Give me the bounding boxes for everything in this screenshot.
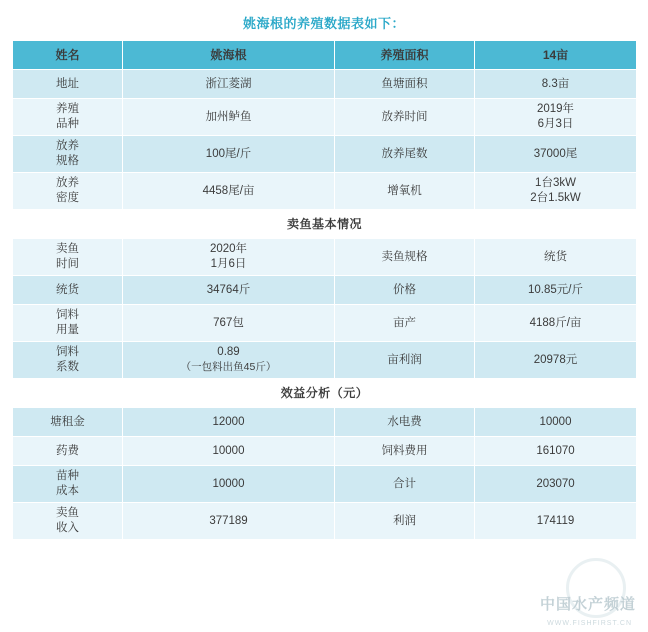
cell-line: 放养 [56, 140, 79, 152]
table-row [13, 342, 637, 379]
table-label-cell [13, 466, 123, 503]
cell-line: 饲料 [56, 309, 79, 321]
table-value-cell: 加州鲈鱼 [123, 99, 335, 136]
table-row [13, 437, 637, 466]
table-row [13, 136, 637, 173]
watermark-text: 中国水产频道 [539, 596, 636, 613]
cell-line: 卖鱼 [56, 243, 79, 255]
table-value-cell: 377189 [123, 503, 335, 540]
cell-line: 时间 [56, 258, 79, 270]
cell-line: 2台1.5kW [530, 192, 581, 204]
table-value-cell: 37000尾 [475, 136, 637, 173]
table-value-cell [123, 239, 335, 276]
table-row [13, 173, 637, 210]
table-row [13, 305, 637, 342]
table-row [13, 99, 637, 136]
table-label-cell [13, 99, 123, 136]
table-label-cell: 卖鱼规格 [335, 239, 475, 276]
table-value-cell: 4188斤/亩 [475, 305, 637, 342]
watermark-subtext: WWW.FISHFIRST.CN [547, 620, 632, 627]
table-label-cell: 利润 [335, 503, 475, 540]
cell-line: 0.89 [217, 346, 240, 358]
table-label-cell [13, 136, 123, 173]
table-value-cell: 34764斤 [123, 276, 335, 305]
aquaculture-data-table [12, 40, 637, 540]
table-value-cell: 100尾/斤 [123, 136, 335, 173]
cell-line: 1台3kW [535, 177, 576, 189]
table-label-cell [13, 503, 123, 540]
table-value-cell [475, 173, 637, 210]
table-label-cell: 增氧机 [335, 173, 475, 210]
table-value-cell: 12000 [123, 408, 335, 437]
table-value-cell: 10.85元/斤 [475, 276, 637, 305]
table-row [13, 70, 637, 99]
table-value-cell: 统货 [475, 239, 637, 276]
table-value-cell [123, 342, 335, 379]
table-value-cell: 174119 [475, 503, 637, 540]
cell-line: （一包料出鱼45斤） [180, 361, 277, 373]
table-label-cell: 药费 [13, 437, 123, 466]
cell-line: 养殖 [56, 103, 79, 115]
table-label-cell: 价格 [335, 276, 475, 305]
cell-line: 1月6日 [210, 258, 247, 270]
table-label-cell: 亩产 [335, 305, 475, 342]
table-row [13, 466, 637, 503]
cell-line: 成本 [56, 485, 79, 497]
table-label-cell [13, 305, 123, 342]
table-label-cell: 养殖面积 [335, 41, 475, 70]
table-body [13, 41, 637, 540]
table-label-cell: 塘租金 [13, 408, 123, 437]
table-label-cell [13, 239, 123, 276]
table-value-cell: 10000 [475, 408, 637, 437]
table-row [13, 276, 637, 305]
section-label: 卖鱼基本情况 [13, 210, 637, 239]
cell-line: 密度 [56, 192, 79, 204]
table-value-cell: 20978元 [475, 342, 637, 379]
table-value-cell: 767包 [123, 305, 335, 342]
cell-line: 卖鱼 [56, 507, 79, 519]
table-label-cell: 放养时间 [335, 99, 475, 136]
cell-line: 用量 [56, 324, 79, 336]
cell-line: 苗种 [56, 470, 79, 482]
table-value-cell: 8.3亩 [475, 70, 637, 99]
table-value-cell: 10000 [123, 437, 335, 466]
table-value-cell: 4458尾/亩 [123, 173, 335, 210]
table-value-cell: 203070 [475, 466, 637, 503]
cell-line: 品种 [56, 118, 79, 130]
cell-line: 饲料 [56, 346, 79, 358]
cell-line: 放养 [56, 177, 79, 189]
table-value-cell: 14亩 [475, 41, 637, 70]
table-row [13, 408, 637, 437]
table-label-cell: 放养尾数 [335, 136, 475, 173]
table-label-cell: 合计 [335, 466, 475, 503]
table-value-cell: 姚海根 [123, 41, 335, 70]
table-label-cell: 鱼塘面积 [335, 70, 475, 99]
table-value-cell: 10000 [123, 466, 335, 503]
cell-line: 6月3日 [537, 118, 574, 130]
table-label-cell [13, 342, 123, 379]
cell-line: 2019年 [536, 103, 575, 115]
table-section-row [13, 210, 637, 239]
cell-line: 收入 [56, 522, 79, 534]
table-label-cell: 姓名 [13, 41, 123, 70]
table-value-cell [475, 99, 637, 136]
cell-line: 系数 [56, 361, 79, 373]
table-label-cell: 统货 [13, 276, 123, 305]
table-label-cell [13, 173, 123, 210]
table-value-cell: 浙江菱湖 [123, 70, 335, 99]
cell-line: 规格 [56, 155, 79, 167]
table-value-cell: 161070 [475, 437, 637, 466]
page-title: 姚海根的养殖数据表如下： [242, 16, 405, 31]
table-label-cell: 水电费 [335, 408, 475, 437]
table-row [13, 239, 637, 276]
table-section-row [13, 379, 637, 408]
table-label-cell: 地址 [13, 70, 123, 99]
table-row [13, 503, 637, 540]
table-label-cell: 饲料费用 [335, 437, 475, 466]
table-label-cell: 亩利润 [335, 342, 475, 379]
table-header-row [13, 41, 637, 70]
section-label: 效益分析（元） [13, 379, 637, 408]
cell-line: 2020年 [209, 243, 248, 255]
